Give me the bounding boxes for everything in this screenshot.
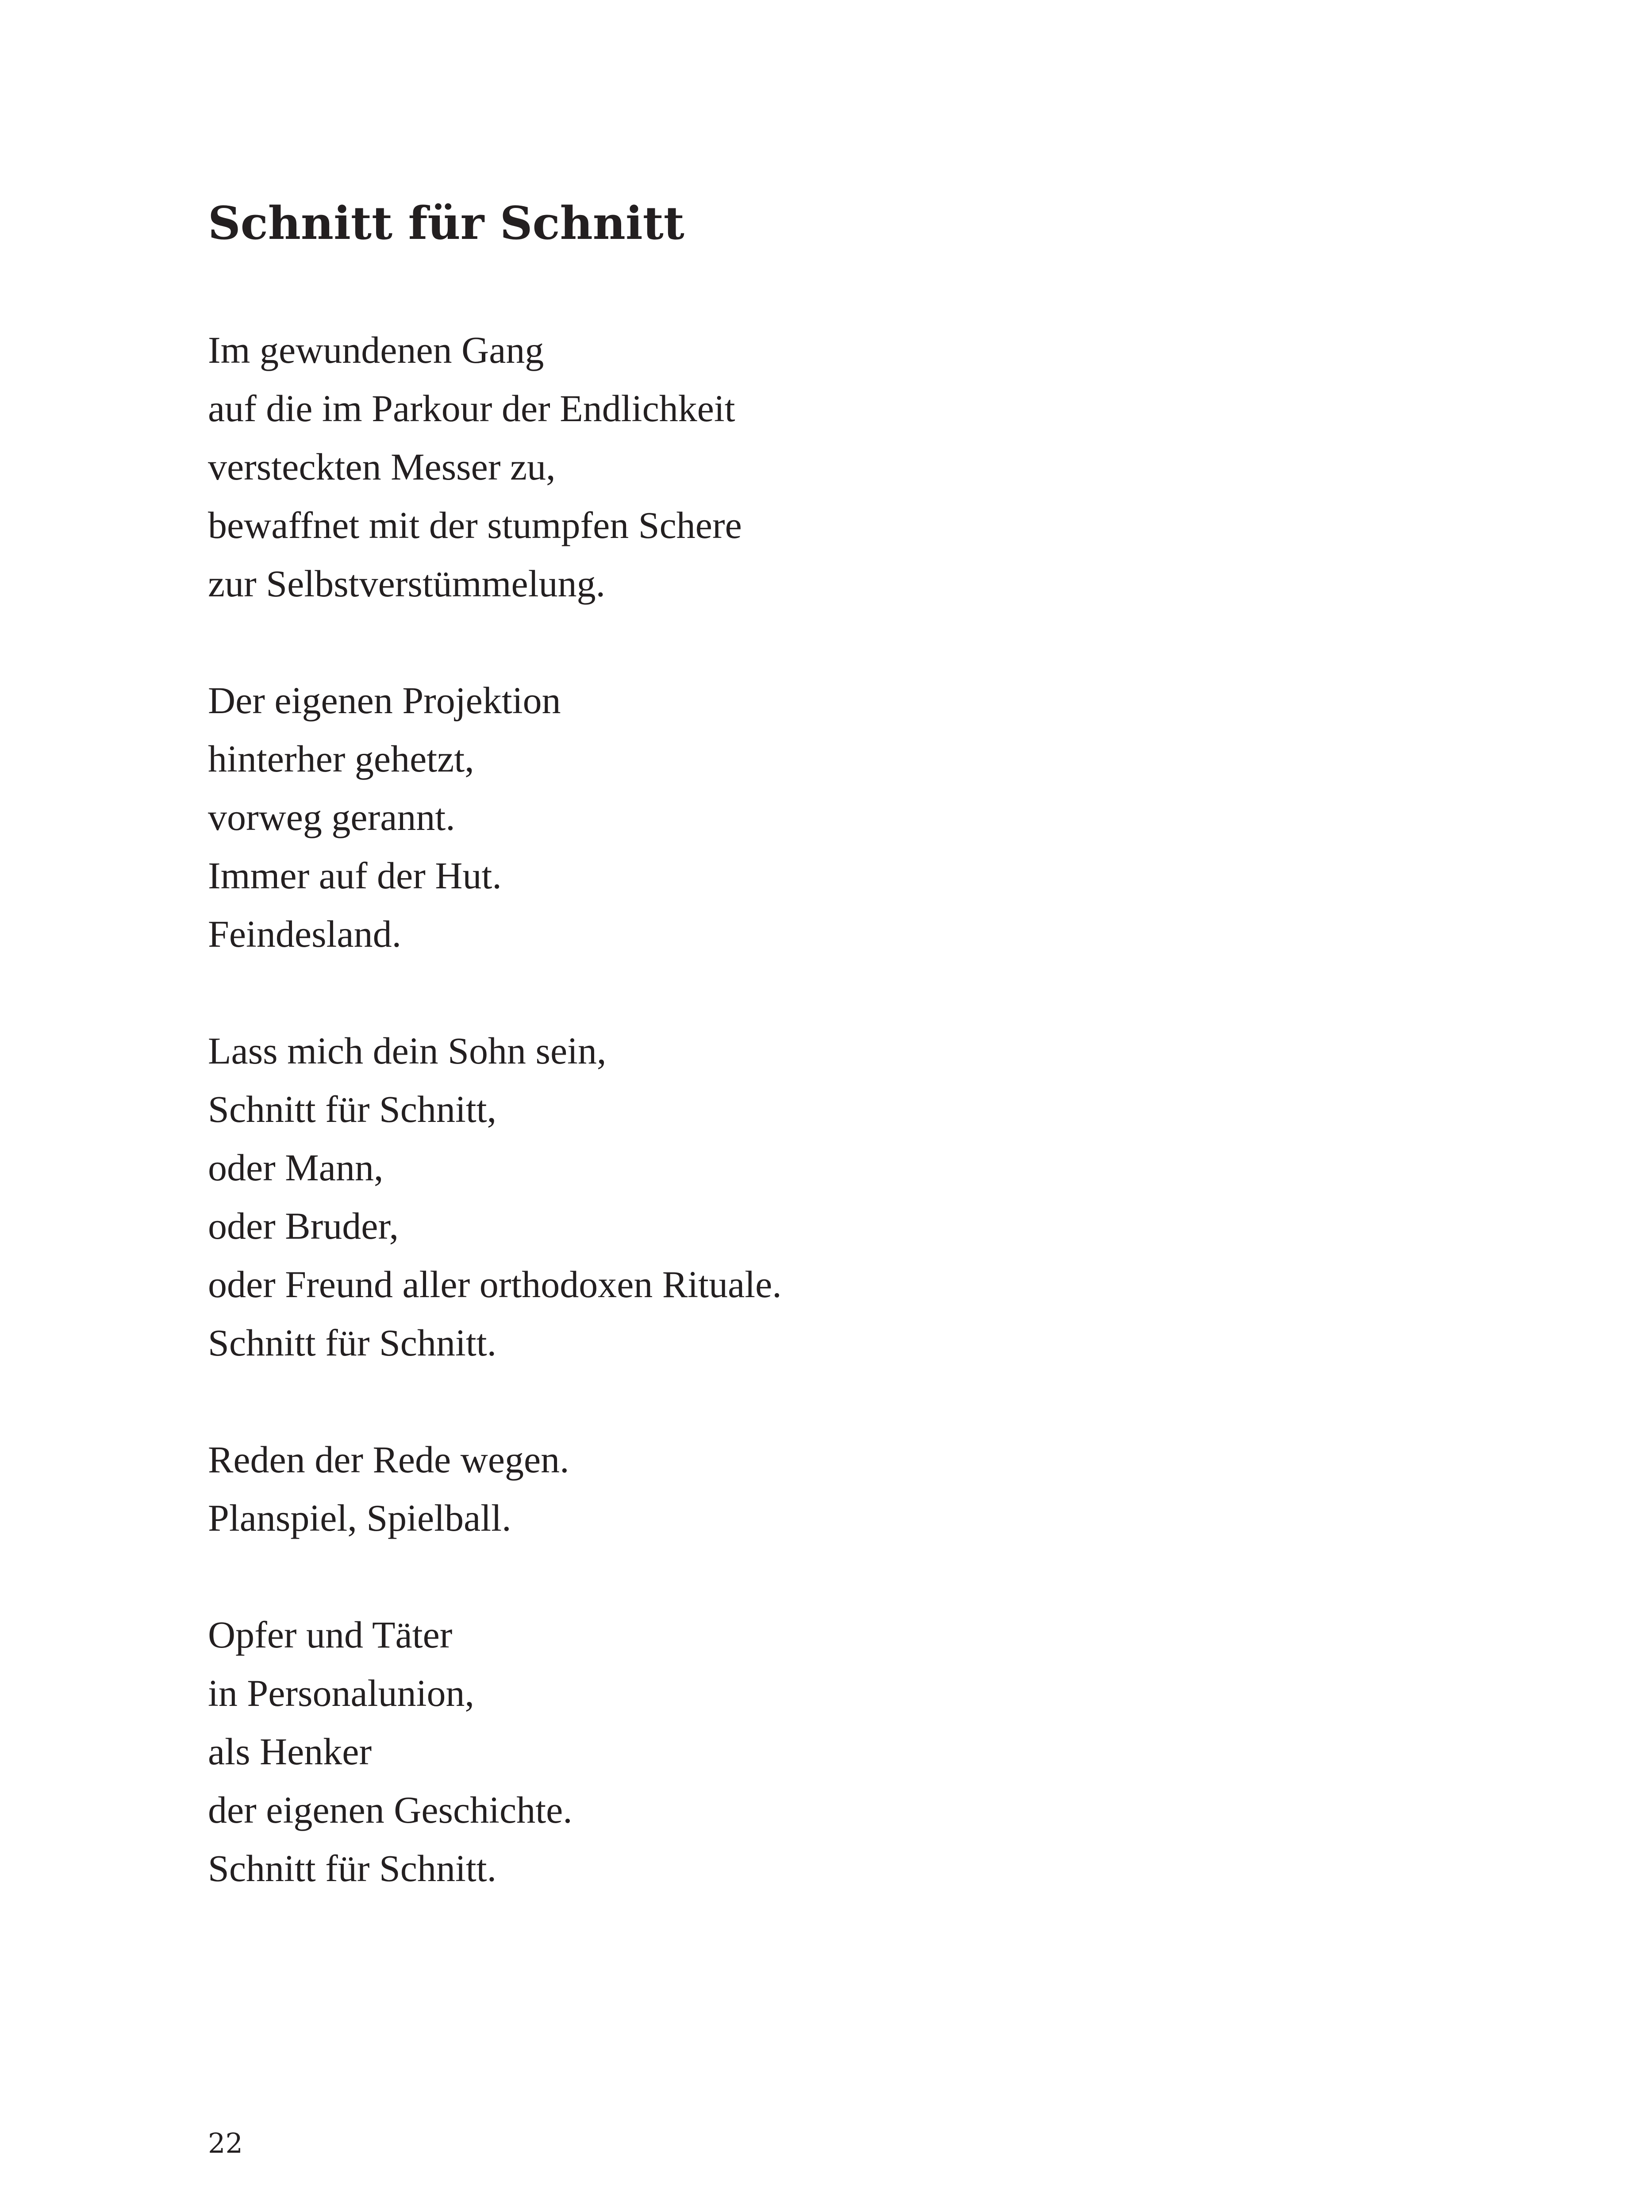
poem-line: Feindesland. <box>208 913 402 955</box>
poem-line: auf die im Parkour der Endlichkeit <box>208 387 735 430</box>
poem-line: bewaffnet mit der stumpfen Schere <box>208 504 742 546</box>
poem-line: oder Mann, <box>208 1146 384 1189</box>
poem-line: zur Selbstverstümmelung. <box>208 562 606 605</box>
poem-line: Reden der Rede wegen. <box>208 1438 569 1481</box>
page-number: 22 <box>208 2127 243 2159</box>
poem-line: Opfer und Täter <box>208 1613 453 1656</box>
poem-line: hinterher gehetzt, <box>208 737 474 780</box>
poem-line: oder Freund aller orthodoxen Rituale. <box>208 1263 782 1306</box>
poem-line: als Henker <box>208 1730 372 1773</box>
poem-line: vorweg gerannt. <box>208 796 455 838</box>
poem-body <box>208 321 1491 1956</box>
poem-line: Schnitt für Schnitt, <box>208 1088 497 1130</box>
poem-line: in Personalunion, <box>208 1672 474 1714</box>
poem-line: Im gewundenen Gang <box>208 329 544 371</box>
stanza-4 <box>208 1430 1491 1547</box>
poem-line: Lass mich dein Sohn sein, <box>208 1029 607 1072</box>
poem-line: oder Bruder, <box>208 1205 399 1247</box>
poem-line: der eigenen Geschichte. <box>208 1789 572 1831</box>
stanza-3 <box>208 1022 1491 1372</box>
poem-line: Schnitt für Schnitt. <box>208 1321 497 1364</box>
poem-line: Immer auf der Hut. <box>208 854 502 897</box>
poem-line: Planspiel, Spielball. <box>208 1497 511 1539</box>
stanza-1 <box>208 321 1491 613</box>
poem-line: versteckten Messer zu, <box>208 445 556 488</box>
poem-line: Der eigenen Projektion <box>208 679 561 722</box>
poem-title: Schnitt für Schnitt <box>208 197 684 250</box>
stanza-5 <box>208 1605 1491 1897</box>
stanza-2 <box>208 671 1491 963</box>
poem-line: Schnitt für Schnitt. <box>208 1847 497 1889</box>
